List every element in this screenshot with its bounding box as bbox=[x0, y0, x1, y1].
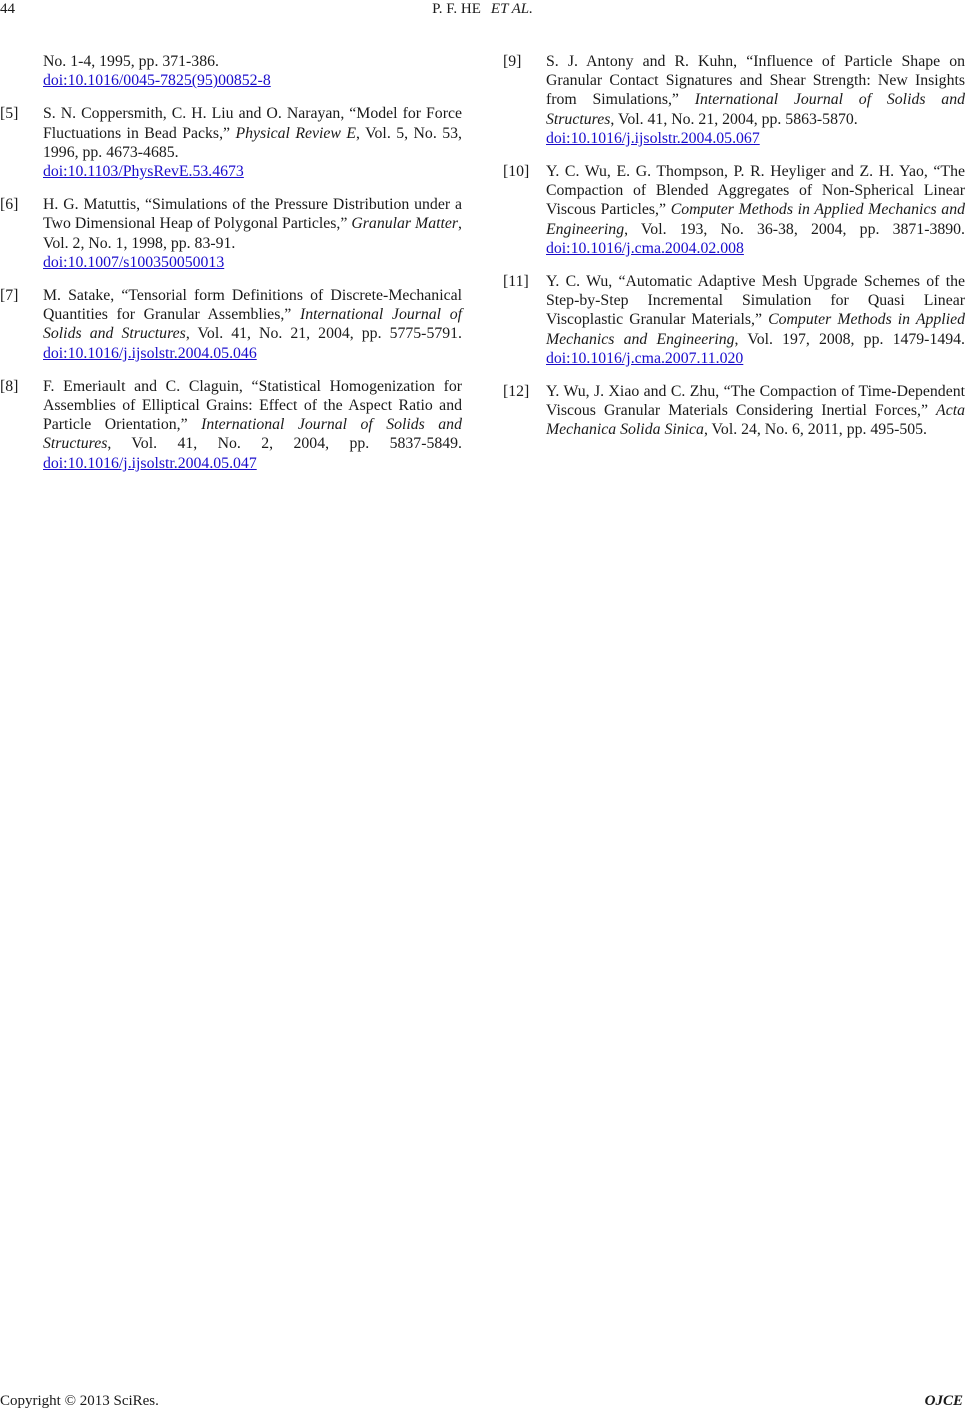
reference-authors-title: F. Emeriault and C. Claguin, “Statistical Homogenization for Assemblies of Elliptical Grains: Effect of the Aspect Ratio and Particle Orientation,” bbox=[43, 377, 462, 434]
reference-details: , Vol. 24, No. 6, 2011, pp. 495-505. bbox=[703, 421, 928, 439]
reference-body bbox=[546, 272, 965, 368]
reference-body bbox=[43, 52, 462, 90]
reference-number: [10] bbox=[503, 163, 530, 181]
running-head-authors: P. F. HE bbox=[432, 1, 481, 17]
doi-link[interactable]: doi:10.1016/j.ijsolstr.2004.05.067 bbox=[546, 129, 760, 147]
reference-9 bbox=[503, 52, 965, 148]
reference-authors-title: S. J. Antony and R. Kuhn, “Influence of Particle Shape on Granular Contact Signatures and Shear Strength: New Insights from Simulations,” bbox=[546, 53, 965, 109]
reference-body bbox=[43, 195, 462, 272]
doi-link[interactable]: doi:10.1016/0045-7825(95)00852-8 bbox=[43, 72, 271, 90]
reference-authors-title: M. Satake, “Tensorial form Definitions of Discrete-Mechanical Quantities for Granular Assemblies,” bbox=[43, 287, 462, 324]
reference-details: , Vol. 41, No. 2, 2004, pp. 5837-5849. bbox=[107, 435, 462, 453]
reference-number: [6] bbox=[0, 196, 19, 214]
running-header bbox=[0, 1, 965, 23]
reference-body bbox=[43, 104, 462, 181]
reference-journal: International Journal of Solids and Structures bbox=[546, 91, 965, 128]
reference-journal: International Journal of Solids and Structures bbox=[43, 306, 462, 343]
references-left-column bbox=[0, 52, 462, 487]
reference-body bbox=[546, 382, 965, 440]
reference-details: , Vol. 197, 2008, pp. 1479-1494. bbox=[734, 330, 965, 348]
journal-code: OJCE bbox=[924, 1393, 963, 1409]
reference-number: [7] bbox=[0, 287, 19, 305]
copyright-notice: Copyright © 2013 SciRes. bbox=[0, 1393, 159, 1409]
doi-link[interactable]: doi:10.1016/j.ijsolstr.2004.05.046 bbox=[43, 344, 257, 362]
reference-details: , Vol. 5, No. 53, 1996, pp. 4673-4685. bbox=[43, 124, 462, 161]
reference-authors-title: S. N. Coppersmith, C. H. Liu and O. Narayan, “Model for Force Fluctuations in Bead Packs,” bbox=[43, 105, 462, 142]
reference-authors-title: Y. C. Wu, E. G. Thompson, P. R. Heyliger and Z. H. Yao, “The Compaction of Blended Aggregates of Non-Spherical Linear Viscous Particles,” bbox=[546, 163, 965, 219]
reference-number: [9] bbox=[503, 53, 522, 70]
reference-authors-title: Y. C. Wu, “Automatic Adaptive Mesh Upgrade Schemes of the Step-by-Step Incremental Simulation for Quasi Linear Viscoplastic Granular Materials,” bbox=[546, 273, 965, 329]
reference-details: , Vol. 41, No. 21, 2004, pp. 5775-5791. bbox=[185, 325, 462, 343]
reference-5 bbox=[0, 104, 462, 181]
doi-link[interactable]: doi:10.1016/j.cma.2007.11.020 bbox=[546, 349, 744, 367]
running-head-et-al: ET AL. bbox=[490, 1, 533, 17]
reference-11 bbox=[503, 272, 965, 368]
doi-link[interactable]: doi:10.1016/j.cma.2004.02.008 bbox=[546, 239, 744, 257]
page-number: 44 bbox=[0, 1, 15, 17]
reference-details: , Vol. 193, No. 36-38, 2004, pp. 3871-3890. bbox=[624, 220, 965, 238]
reference-body bbox=[546, 52, 965, 148]
reference-authors-title: Y. Wu, J. Xiao and C. Zhu, “The Compaction of Time-Dependent Viscous Granular Materials Considering Inertial Forces,” bbox=[546, 383, 965, 420]
reference-details: , Vol. 41, No. 21, 2004, pp. 5863-5870. bbox=[610, 110, 858, 128]
reference-10 bbox=[503, 162, 965, 258]
reference-number: [8] bbox=[0, 377, 19, 395]
reference-6 bbox=[0, 195, 462, 272]
references-right-column bbox=[503, 52, 965, 454]
reference-number: [12] bbox=[503, 383, 530, 401]
reference-7 bbox=[0, 286, 462, 363]
doi-link[interactable]: doi:10.1016/j.ijsolstr.2004.05.047 bbox=[43, 454, 257, 472]
reference-8 bbox=[0, 377, 462, 473]
reference-number: [11] bbox=[503, 273, 529, 291]
reference-body bbox=[43, 286, 462, 363]
reference-journal: Computer Methods in Applied Mechanics and Engineering bbox=[546, 201, 965, 238]
reference-continuation bbox=[0, 52, 462, 90]
reference-journal: International Journal of Solids and Structures bbox=[43, 416, 462, 453]
doi-link[interactable]: doi:10.1103/PhysRevE.53.4673 bbox=[43, 163, 244, 181]
reference-authors-title: H. G. Matuttis, “Simulations of the Pressure Distribution under a Two Dimensional Heap of Polygonal Particles,” bbox=[43, 196, 462, 233]
running-head bbox=[0, 1, 965, 18]
reference-12 bbox=[503, 382, 965, 440]
doi-link[interactable]: doi:10.1007/s100350050013 bbox=[43, 253, 225, 271]
reference-body bbox=[546, 162, 965, 258]
reference-body bbox=[43, 377, 462, 473]
reference-journal: Physical Review E bbox=[235, 124, 357, 142]
reference-text: No. 1-4, 1995, pp. 371-386. bbox=[43, 53, 219, 70]
reference-number: [5] bbox=[0, 105, 19, 123]
reference-journal: Computer Methods in Applied Mechanics and Engineering bbox=[546, 311, 965, 348]
reference-journal: Acta Mechanica Solida Sinica bbox=[546, 402, 965, 439]
reference-journal: Granular Matter bbox=[351, 215, 459, 233]
reference-details: , Vol. 2, No. 1, 1998, pp. 83-91. bbox=[43, 215, 462, 252]
